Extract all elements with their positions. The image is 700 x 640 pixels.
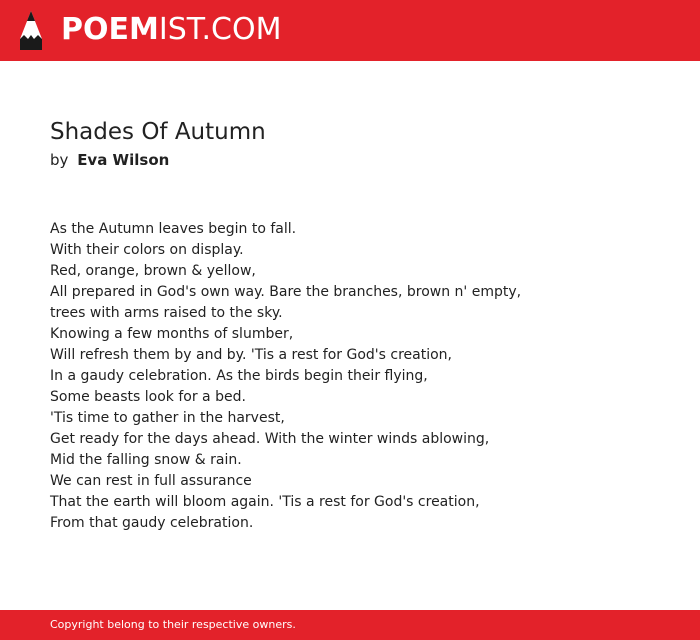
poem-byline xyxy=(50,150,650,170)
poem-line: trees with arms raised to the sky. xyxy=(50,305,283,321)
poem-line: In a gaudy celebration. As the birds begin their flying, xyxy=(50,368,428,384)
copyright-text: Copyright belong to their respective owners. xyxy=(50,618,296,631)
site-logo-link[interactable] xyxy=(61,12,281,48)
poem-line: Red, orange, brown & yellow, xyxy=(50,263,256,279)
site-footer xyxy=(0,610,700,640)
poem-line: Will refresh them by and by. 'Tis a rest for God's creation, xyxy=(50,347,453,363)
poem-title: Shades Of Autumn xyxy=(50,119,266,145)
author-name: Eva Wilson xyxy=(77,151,170,169)
poem-content xyxy=(50,116,650,534)
poem-line: Knowing a few months of slumber, xyxy=(50,326,294,342)
poem-line: With their colors on display. xyxy=(50,242,244,258)
poem-line: Some beasts look for a bed. xyxy=(50,389,246,405)
poem-body xyxy=(50,219,650,534)
by-label: by xyxy=(50,151,69,169)
poem-line: Mid the falling snow & rain. xyxy=(50,452,242,468)
poem-line: All prepared in God's own way. Bare the branches, brown n' empty, xyxy=(50,284,522,300)
site-header xyxy=(0,0,700,61)
poem-line: 'Tis time to gather in the harvest, xyxy=(50,410,285,426)
poem-line: That the earth will bloom again. 'Tis a rest for God's creation, xyxy=(50,494,480,510)
brand-light-text: IST.COM xyxy=(158,12,282,47)
pencil-icon[interactable] xyxy=(18,10,44,51)
poem-line: As the Autumn leaves begin to fall. xyxy=(50,221,297,237)
brand-bold-text: POEM xyxy=(61,12,159,47)
poem-line: From that gaudy celebration. xyxy=(50,515,254,531)
poem-line: We can rest in full assurance xyxy=(50,473,252,489)
poem-line: Get ready for the days ahead. With the winter winds ablowing, xyxy=(50,431,490,447)
